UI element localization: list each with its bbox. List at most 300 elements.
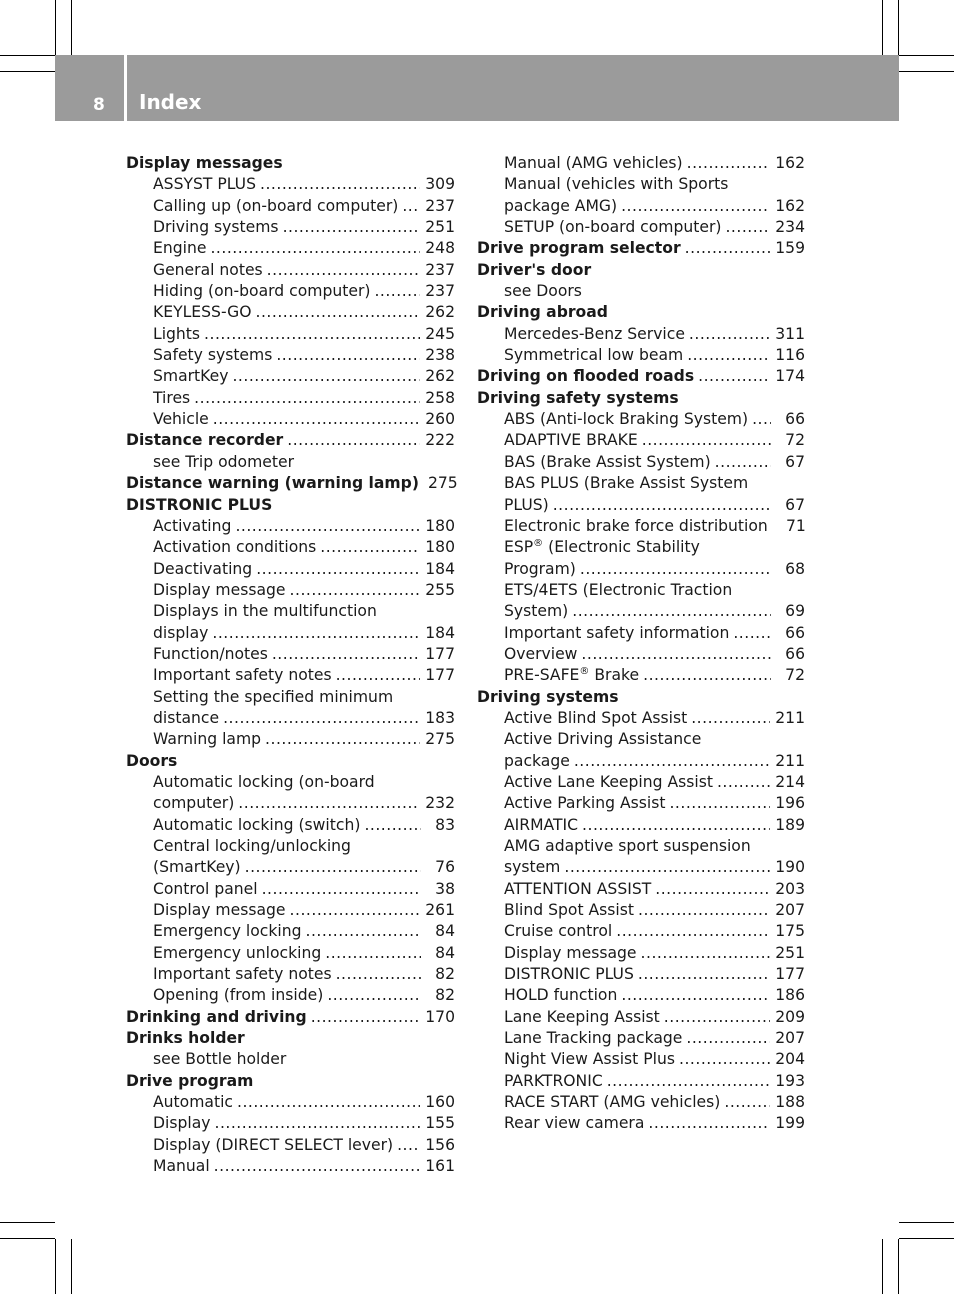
index-heading — [126, 1071, 455, 1092]
index-entry — [126, 409, 455, 430]
page-reference: 155 — [425, 1114, 455, 1133]
index-heading — [477, 302, 805, 323]
page-reference: 255 — [425, 580, 455, 599]
entry-label: PRE-SAFE® Brake — [504, 666, 640, 685]
page-reference: 180 — [425, 538, 455, 557]
index-entry — [477, 900, 805, 921]
index-entry — [477, 623, 805, 644]
entry-label: Important safety information — [504, 623, 730, 642]
index-entry — [126, 302, 455, 323]
entry-label: ADAPTIVE BRAKE — [504, 431, 638, 450]
leader-dots — [679, 1049, 770, 1070]
index-entry — [477, 409, 805, 430]
entry-label: Display — [153, 1114, 211, 1133]
page-reference: 232 — [425, 794, 455, 813]
leader-dots — [364, 815, 421, 836]
entry-label: System) — [504, 602, 569, 621]
page-reference: 258 — [425, 388, 455, 407]
page-title: Index — [139, 90, 202, 114]
entry-label: Manual (vehicles with Sports — [504, 175, 729, 194]
entry-label: Tires — [153, 388, 191, 407]
index-entry — [477, 665, 805, 686]
leader-dots — [327, 985, 421, 1006]
leader-dots — [232, 366, 420, 387]
index-entry — [126, 729, 455, 750]
page-reference: 161 — [425, 1157, 455, 1176]
index-entry — [477, 430, 805, 451]
page-reference: 174 — [775, 367, 805, 386]
entry-label: Important safety notes — [153, 666, 332, 685]
leader-dots — [235, 516, 420, 537]
leader-dots — [687, 153, 771, 174]
entry-label: distance — [153, 708, 220, 727]
entry-label: Automatic locking (switch) — [153, 815, 361, 834]
page-reference: 170 — [425, 1007, 455, 1026]
index-column-left — [126, 153, 458, 1178]
leader-dots — [689, 324, 770, 345]
entry-label: Blind Spot Assist — [504, 901, 634, 920]
index-heading — [477, 388, 805, 409]
leader-dots — [256, 559, 420, 580]
entry-label: system — [504, 858, 561, 877]
page-reference: 160 — [425, 1093, 455, 1112]
page-reference: 237 — [425, 196, 455, 215]
entry-label: Doors — [126, 751, 178, 770]
page-reference: 222 — [425, 431, 455, 450]
leader-dots — [698, 366, 770, 387]
leader-dots — [397, 1135, 420, 1156]
entry-label: Important safety notes — [153, 965, 332, 984]
entry-label: Drive program — [126, 1071, 254, 1090]
leader-dots — [311, 1007, 421, 1028]
page-reference: 84 — [435, 943, 455, 962]
entry-label: BAS (Brake Assist System) — [504, 452, 711, 471]
index-entry — [126, 1092, 455, 1113]
leader-dots — [237, 1092, 420, 1113]
index-entry — [126, 665, 455, 686]
entry-label: Display message — [153, 580, 286, 599]
leader-dots — [336, 964, 421, 985]
page-header — [55, 55, 899, 121]
leader-dots — [725, 217, 770, 238]
entry-label: Driving systems — [153, 218, 279, 237]
leader-dots — [669, 793, 770, 814]
leader-dots — [691, 708, 770, 729]
index-entry — [477, 281, 805, 302]
index-entry — [477, 772, 805, 793]
index-entry — [477, 964, 805, 985]
page-reference: 76 — [435, 858, 455, 877]
page-reference: 234 — [775, 218, 805, 237]
page-reference: 238 — [425, 346, 455, 365]
page-reference: 248 — [425, 239, 455, 258]
leader-dots — [223, 708, 420, 729]
entry-label: ESP® (Electronic Stability — [504, 538, 700, 557]
entry-label: ATTENTION ASSIST — [504, 879, 652, 898]
index-heading — [126, 430, 455, 451]
entry-label: AMG adaptive sport suspension — [504, 837, 751, 855]
index-entry — [477, 1007, 805, 1028]
entry-label: Driving systems — [477, 687, 619, 706]
index-entry — [477, 815, 805, 836]
leader-dots — [648, 1113, 770, 1134]
leader-dots — [214, 1113, 420, 1134]
leader-dots — [655, 879, 770, 900]
entry-label: Emergency unlocking — [153, 943, 322, 962]
leader-dots — [581, 644, 771, 665]
index-entry — [477, 1092, 805, 1113]
entry-label: Central locking/unlocking — [153, 837, 351, 855]
index-entry — [477, 793, 805, 814]
entry-label: DISTRONIC PLUS — [126, 495, 273, 514]
leader-dots — [267, 260, 421, 281]
index-entry — [477, 1049, 805, 1070]
page-reference: 82 — [435, 986, 455, 1005]
leader-dots — [574, 751, 770, 772]
entry-label: Vehicle — [153, 410, 209, 429]
entry-label: SETUP (on-board computer) — [504, 218, 722, 237]
page-reference: 309 — [425, 175, 455, 194]
entry-label: HOLD function — [504, 986, 618, 1005]
page-reference: 186 — [775, 986, 805, 1005]
index-entry — [477, 1113, 805, 1134]
index-entry — [126, 366, 455, 387]
index-entry — [477, 153, 805, 174]
leader-dots — [724, 1092, 770, 1113]
page-reference: 68 — [785, 559, 805, 578]
page-reference: 207 — [775, 901, 805, 920]
entry-label: Night View Assist Plus — [504, 1050, 675, 1069]
index-entry — [126, 857, 455, 878]
page-number: 8 — [93, 95, 105, 115]
leader-dots — [287, 430, 420, 451]
index-entry — [126, 623, 455, 644]
page-reference: 189 — [775, 815, 805, 834]
page-reference: 116 — [775, 346, 805, 365]
index-entry — [126, 879, 455, 900]
entry-label: see Bottle holder — [153, 1050, 287, 1069]
index-entry — [477, 985, 805, 1006]
page-reference: 71 — [785, 516, 806, 535]
entry-label: Drinking and driving — [126, 1007, 307, 1026]
leader-dots — [374, 281, 420, 302]
index-entry — [477, 345, 805, 366]
index-entry — [477, 174, 805, 195]
entry-label: ASSYST PLUS — [153, 175, 256, 194]
entry-label: Opening (from inside) — [153, 986, 324, 1005]
page-reference: 66 — [785, 410, 805, 429]
index-entry — [477, 857, 805, 878]
index-heading — [477, 687, 805, 708]
leader-dots — [717, 772, 770, 793]
index-heading — [126, 1028, 455, 1049]
page-reference: 184 — [425, 623, 455, 642]
index-entry — [477, 1028, 805, 1049]
index-entry — [126, 921, 455, 942]
entry-label: Driving abroad — [477, 303, 608, 322]
page-reference: 262 — [425, 303, 455, 322]
leader-dots — [643, 665, 771, 686]
leader-dots — [553, 495, 771, 516]
index-entry — [126, 238, 455, 259]
page-reference: 159 — [775, 239, 805, 258]
leader-dots — [290, 580, 421, 601]
entry-label: Driving safety systems — [477, 388, 679, 407]
entry-label: Electronic brake force distribution — [504, 516, 768, 535]
leader-dots — [262, 879, 421, 900]
page-reference: 183 — [425, 708, 455, 727]
entry-label: Control panel — [153, 879, 258, 898]
entry-label: Setting the specified minimum — [153, 687, 394, 706]
page-reference: 262 — [425, 367, 455, 386]
leader-dots — [210, 238, 420, 259]
index-entry — [126, 900, 455, 921]
entry-label: Distance recorder — [126, 431, 284, 450]
index-entry — [126, 281, 455, 302]
leader-dots — [572, 601, 771, 622]
entry-label: Displays in the multifunction — [153, 602, 377, 621]
leader-dots — [685, 238, 771, 259]
page-reference: 180 — [425, 516, 455, 535]
leader-dots — [325, 943, 421, 964]
page-reference: 237 — [425, 260, 455, 279]
leader-dots — [290, 900, 421, 921]
page-reference: 211 — [775, 708, 805, 727]
index-heading — [126, 153, 455, 174]
index-entry — [126, 559, 455, 580]
page-reference: 214 — [775, 772, 805, 791]
entry-label: Driving on flooded roads — [477, 367, 695, 386]
page-reference: 245 — [425, 324, 455, 343]
leader-dots — [256, 302, 421, 323]
leader-dots — [641, 943, 771, 964]
index-heading — [126, 1007, 455, 1028]
entry-label: Display message — [504, 943, 637, 962]
page-reference: 260 — [425, 410, 455, 429]
leader-dots — [687, 345, 770, 366]
index-entry — [126, 601, 455, 622]
entry-label: Display (DIRECT SELECT lever) — [153, 1135, 394, 1154]
page-reference: 188 — [775, 1093, 805, 1112]
index-entry — [477, 495, 805, 516]
page-reference: 177 — [775, 965, 805, 984]
entry-label: Automatic — [153, 1093, 233, 1112]
entry-label: Activation conditions — [153, 538, 317, 557]
entry-label: Engine — [153, 239, 207, 258]
entry-label: BAS PLUS (Brake Assist System — [504, 474, 749, 493]
leader-dots — [212, 623, 420, 644]
leader-dots — [320, 537, 420, 558]
entry-label: RACE START (AMG vehicles) — [504, 1093, 721, 1112]
entry-label: PARKTRONIC — [504, 1071, 603, 1090]
page-reference: 177 — [425, 666, 455, 685]
leader-dots — [283, 217, 421, 238]
entry-label: Hiding (on-board computer) — [153, 282, 371, 301]
leader-dots — [621, 196, 770, 217]
leader-dots — [306, 921, 422, 942]
entry-label: PLUS) — [504, 495, 549, 514]
index-entry — [126, 772, 455, 793]
index-entry — [126, 1113, 455, 1134]
index-entry — [126, 836, 455, 857]
page-reference: 66 — [785, 644, 805, 663]
entry-label: Warning lamp — [153, 730, 262, 749]
page-reference: 177 — [425, 644, 455, 663]
entry-label: Safety systems — [153, 346, 273, 365]
page-reference: 190 — [775, 858, 805, 877]
index-entry — [477, 751, 805, 772]
index-heading — [477, 366, 805, 387]
index-entry — [126, 815, 455, 836]
index-entry — [477, 943, 805, 964]
leader-dots — [276, 345, 420, 366]
leader-dots — [715, 452, 771, 473]
page-reference: 211 — [775, 751, 805, 770]
entry-label: package AMG) — [504, 196, 618, 215]
entry-label: Cruise control — [504, 922, 613, 941]
index-column-right — [477, 153, 805, 1135]
page-reference: 207 — [775, 1029, 805, 1048]
page-reference: 275 — [425, 730, 455, 749]
entry-label: AIRMATIC — [504, 815, 579, 834]
page-reference: 84 — [435, 922, 455, 941]
page-reference: 38 — [435, 879, 455, 898]
page-reference: 162 — [775, 196, 805, 215]
entry-label: Driver's door — [477, 260, 592, 279]
entry-label: Drive program selector — [477, 239, 681, 258]
index-entry — [477, 601, 805, 622]
entry-label: Deactivating — [153, 559, 253, 578]
entry-label: Lights — [153, 324, 201, 343]
page-reference: 156 — [425, 1135, 455, 1154]
page-reference: 72 — [785, 666, 805, 685]
entry-label: Display message — [153, 901, 286, 920]
page-reference: 203 — [775, 879, 805, 898]
index-entry — [477, 644, 805, 665]
leader-dots — [194, 388, 420, 409]
entry-label: Emergency locking — [153, 922, 302, 941]
index-entry — [477, 1071, 805, 1092]
index-entry — [126, 388, 455, 409]
entry-label: Manual (AMG vehicles) — [504, 154, 683, 172]
entry-label: Function/notes — [153, 644, 268, 663]
index-entry — [126, 985, 455, 1006]
leader-dots — [564, 857, 770, 878]
page-reference: 83 — [435, 815, 455, 834]
index-entry — [126, 1156, 455, 1177]
entry-label: Active Parking Assist — [504, 794, 666, 813]
index-heading — [477, 260, 805, 281]
page-reference: 196 — [775, 794, 805, 813]
index-heading — [126, 495, 455, 516]
page-reference: 251 — [425, 218, 455, 237]
page-reference: 67 — [785, 452, 805, 471]
leader-dots — [642, 430, 771, 451]
index-entry — [477, 580, 805, 601]
index-entry — [477, 729, 805, 750]
entry-label: see Doors — [504, 282, 582, 301]
index-entry — [477, 537, 805, 558]
entry-label: ABS (Anti-lock Braking System) — [504, 410, 749, 429]
page-reference: 162 — [775, 154, 805, 172]
index-entry — [126, 964, 455, 985]
index-entry — [126, 708, 455, 729]
leader-dots — [204, 324, 420, 345]
index-entry — [126, 1135, 455, 1156]
leader-dots — [616, 921, 770, 942]
page-reference: 193 — [775, 1071, 805, 1090]
index-heading — [126, 751, 455, 772]
entry-label: Rear view camera — [504, 1114, 645, 1133]
index-entry — [477, 559, 805, 580]
index-entry — [126, 644, 455, 665]
entry-label: Calling up (on-board computer) — [153, 196, 399, 215]
index-entry — [477, 921, 805, 942]
entry-label: ETS/4ETS (Electronic Traction — [504, 580, 733, 599]
page-reference: 275 — [427, 474, 458, 493]
entry-label: Active Blind Spot Assist — [504, 708, 688, 727]
index-heading — [477, 238, 805, 259]
index-entry — [126, 345, 455, 366]
index-entry — [477, 473, 805, 494]
index-entry — [126, 793, 455, 814]
index-entry — [126, 687, 455, 708]
page-reference: 66 — [785, 623, 805, 642]
leader-dots — [582, 815, 770, 836]
leader-dots — [686, 1028, 770, 1049]
index-heading — [126, 473, 458, 494]
index-entry — [477, 217, 805, 238]
index-entry — [126, 324, 455, 345]
entry-label: package — [504, 751, 570, 770]
leader-dots — [580, 559, 771, 580]
leader-dots — [402, 196, 420, 217]
entry-label: General notes — [153, 260, 263, 279]
entry-label: computer) — [153, 794, 235, 813]
page-reference: 184 — [425, 559, 455, 578]
entry-label: Lane Tracking package — [504, 1029, 683, 1048]
leader-dots — [336, 665, 421, 686]
page-reference: 199 — [775, 1114, 805, 1133]
index-entry — [126, 943, 455, 964]
index-entry — [477, 324, 805, 345]
leader-dots — [260, 174, 420, 195]
entry-label: Drinks holder — [126, 1029, 245, 1048]
page-reference: 175 — [775, 922, 805, 941]
leader-dots — [214, 1156, 421, 1177]
index-entry — [477, 516, 805, 537]
index-entry — [477, 452, 805, 473]
index-entry — [126, 260, 455, 281]
index-entry — [126, 452, 455, 473]
page-reference: 204 — [775, 1050, 805, 1069]
leader-dots — [238, 793, 420, 814]
entry-label: Mercedes-Benz Service — [504, 324, 685, 343]
entry-label: display — [153, 623, 209, 642]
leader-dots — [621, 985, 770, 1006]
index-entry — [126, 537, 455, 558]
leader-dots — [664, 1007, 770, 1028]
entry-label: Display messages — [126, 154, 283, 172]
leader-dots — [272, 644, 420, 665]
entry-label: Automatic locking (on-board — [153, 772, 375, 791]
entry-label: KEYLESS-GO — [153, 303, 252, 322]
entry-label: Lane Keeping Assist — [504, 1007, 660, 1026]
index-entry — [126, 580, 455, 601]
entry-label: Active Lane Keeping Assist — [504, 772, 713, 791]
index-entry — [126, 516, 455, 537]
leader-dots — [638, 900, 770, 921]
